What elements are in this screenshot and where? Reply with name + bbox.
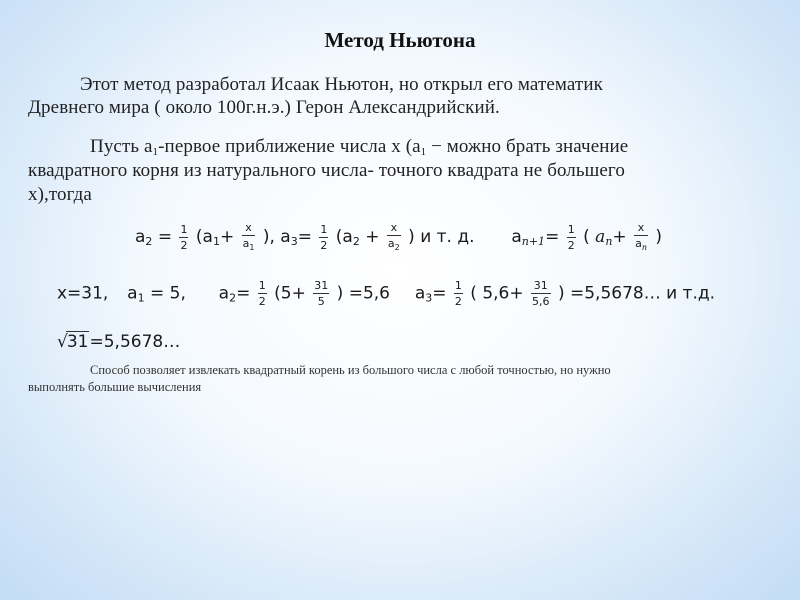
recurrence-formula: $a_2$ = $\frac{1}{2}$ ($a_1+$ $\frac{x}{a_1}$ ), $a_3=$ $\frac{1}{2}$ ($a_2$ + $\frac{x}{a_2}$ ) и т. д. $a_{n+1}=$ $\frac{1}{2}$ ( $a_n+$ $\frac{x}{a_n}$ ) — [135, 221, 663, 252]
fraction-31-5: $\frac{31}{5}$ — [314, 279, 329, 308]
para1-line1: Этот метод разработал Исаак Ньютон, но открыл его математик — [80, 74, 603, 95]
para2-line1: Пусть $а_1$-первое приближение числа x ($а_1$ − можно брать значение — [90, 136, 629, 158]
radicand: 31 — [66, 332, 89, 352]
page-title: Метод Ньютона — [324, 28, 476, 52]
para2-line3: x),тогда — [28, 184, 92, 205]
fraction-half-ex1: $\frac{1}{2}$ — [258, 279, 266, 308]
sqrt-value: =5,5678… — [89, 332, 181, 352]
fraction-half-ex2: $\frac{1}{2}$ — [454, 279, 462, 308]
note-line2: выполнять большие вычисления — [28, 380, 202, 394]
fraction-x-an: $\frac{x}{a_n}$ — [635, 221, 647, 252]
sqrt-result — [57, 331, 180, 352]
para2-line2: квадратного корня из натурального числа- точного квадрата не большего — [28, 160, 625, 181]
note-line1: Способ позволяет извлекать квадратный корень из большого числа с любой точностью, но нужно — [90, 363, 611, 377]
para1-line2: Древнего мира ( около 100г.н.э.) Герон Александрийский. — [28, 97, 500, 118]
fraction-half-2: $\frac{1}{2}$ — [320, 222, 328, 252]
fraction-x-a1: $\frac{x}{a_1}$ — [242, 221, 255, 252]
fraction-x-a2: $\frac{x}{a_2}$ — [387, 221, 400, 252]
radical-sign: √ — [57, 332, 68, 352]
worked-example: x=31, $a_1 = 5$, $a_2=$ $\frac{1}{2}$ (5+ $\frac{31}{5}$ ) =5,6 $a_3=$ $\frac{1}{2}$ ( 5,6+ $\frac{31}{5,6}$ ) =5,5678… и т.д. — [57, 279, 716, 308]
fraction-31-5-6: $\frac{31}{5,6}$ — [532, 279, 550, 308]
fraction-half-3: $\frac{1}{2}$ — [567, 222, 575, 252]
fraction-half: $\frac{1}{2}$ — [180, 222, 188, 252]
